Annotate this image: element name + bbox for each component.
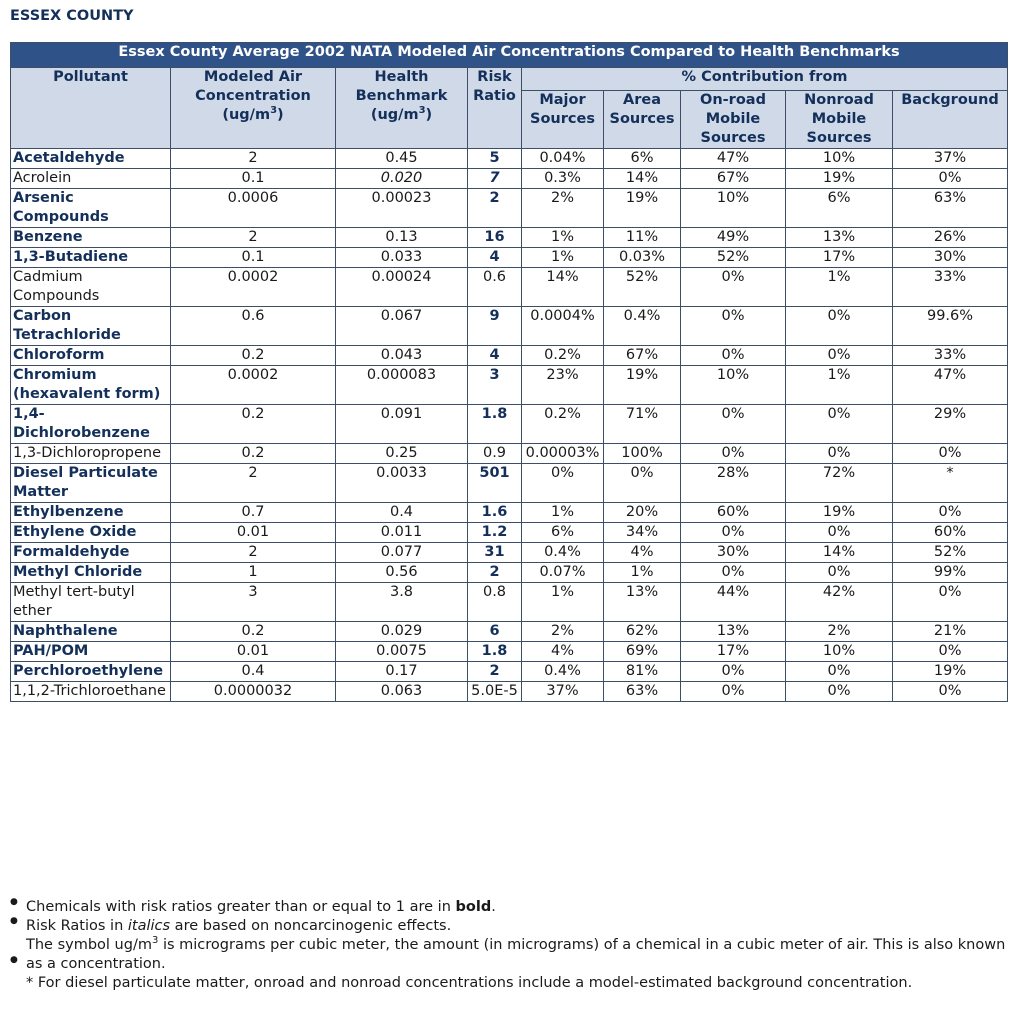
cell-background: 19% <box>893 662 1008 682</box>
cell-benchmark: 0.00023 <box>336 189 468 228</box>
header-area-line1: Area <box>623 92 661 108</box>
table-row <box>11 169 1008 189</box>
cell-risk-ratio: 6 <box>468 622 522 642</box>
cell-onroad-sources: 0% <box>681 307 786 346</box>
header-benchmark-unit-exp: 3 <box>418 105 426 116</box>
cell-benchmark: 0.56 <box>336 563 468 583</box>
cell-area-sources: 71% <box>604 405 681 444</box>
header-risk-ratio <box>468 68 522 149</box>
header-nonroad-line2: Mobile <box>811 111 867 127</box>
cell-major-sources: 1% <box>522 503 604 523</box>
cell-onroad-sources: 0% <box>681 346 786 366</box>
cell-concentration: 2 <box>171 464 336 503</box>
cell-risk-ratio: 1.8 <box>468 642 522 662</box>
cell-onroad-sources: 52% <box>681 248 786 268</box>
footnote-unit-exp: 3 <box>151 935 159 946</box>
header-concentration <box>171 68 336 149</box>
table-row <box>11 228 1008 248</box>
cell-concentration: 0.01 <box>171 523 336 543</box>
header-benchmark-unit: (ug/m <box>370 107 419 123</box>
cell-area-sources: 19% <box>604 366 681 405</box>
cell-area-sources: 52% <box>604 268 681 307</box>
cell-risk-ratio: 0.8 <box>468 583 522 622</box>
cell-benchmark: 0.033 <box>336 248 468 268</box>
cell-nonroad-sources: 2% <box>786 622 893 642</box>
cell-risk-ratio: 31 <box>468 543 522 563</box>
header-onroad-line3: Sources <box>700 130 766 146</box>
header-benchmark-line1: Health <box>374 69 429 85</box>
cell-area-sources: 14% <box>604 169 681 189</box>
cell-background: 0% <box>893 503 1008 523</box>
cell-risk-ratio: 9 <box>468 307 522 346</box>
cell-background: 26% <box>893 228 1008 248</box>
header-nonroad-mobile-sources <box>786 91 893 149</box>
cell-benchmark: 0.0075 <box>336 642 468 662</box>
cell-nonroad-sources: 1% <box>786 366 893 405</box>
cell-onroad-sources: 0% <box>681 444 786 464</box>
cell-concentration: 0.7 <box>171 503 336 523</box>
cell-risk-ratio: 501 <box>468 464 522 503</box>
cell-pollutant: 1,3-Dichloropropene <box>11 444 171 464</box>
cell-nonroad-sources: 19% <box>786 169 893 189</box>
table-row <box>11 248 1008 268</box>
footnote-italic-rule-emphasis: italics <box>127 918 171 934</box>
cell-concentration: 1 <box>171 563 336 583</box>
header-concentration-unit-exp: 3 <box>270 105 278 116</box>
table-caption: Essex County Average 2002 NATA Modeled Air Concentrations Compared to Health Benchmarks <box>11 43 1008 68</box>
header-concentration-line1: Modeled Air <box>203 69 303 85</box>
header-nonroad-line1: Nonroad <box>804 92 874 108</box>
cell-major-sources: 0.2% <box>522 405 604 444</box>
header-benchmark-line2: Benchmark <box>355 88 448 104</box>
header-area-line2: Sources <box>609 111 675 127</box>
table-row <box>11 189 1008 228</box>
table-row <box>11 268 1008 307</box>
cell-pollutant: Perchloroethylene <box>11 662 171 682</box>
bullet-icon: ● <box>10 955 18 965</box>
cell-benchmark: 0.077 <box>336 543 468 563</box>
cell-onroad-sources: 13% <box>681 622 786 642</box>
table-row <box>11 642 1008 662</box>
cell-nonroad-sources: 0% <box>786 682 893 702</box>
cell-background: * <box>893 464 1008 503</box>
cell-nonroad-sources: 0% <box>786 563 893 583</box>
cell-pollutant: Naphthalene <box>11 622 171 642</box>
cell-area-sources: 4% <box>604 543 681 563</box>
footnote-diesel <box>10 974 1010 993</box>
cell-benchmark: 0.011 <box>336 523 468 543</box>
cell-concentration: 2 <box>171 149 336 169</box>
cell-onroad-sources: 0% <box>681 523 786 543</box>
cell-concentration: 0.0000032 <box>171 682 336 702</box>
cell-area-sources: 1% <box>604 563 681 583</box>
header-onroad-line1: On-road <box>700 92 766 108</box>
cell-benchmark: 0.45 <box>336 149 468 169</box>
header-concentration-unit: (ug/m <box>222 107 271 123</box>
cell-nonroad-sources: 0% <box>786 307 893 346</box>
cell-background: 29% <box>893 405 1008 444</box>
cell-major-sources: 23% <box>522 366 604 405</box>
cell-major-sources: 37% <box>522 682 604 702</box>
cell-background: 21% <box>893 622 1008 642</box>
cell-risk-ratio: 1.6 <box>468 503 522 523</box>
cell-background: 52% <box>893 543 1008 563</box>
header-benchmark <box>336 68 468 149</box>
cell-background: 60% <box>893 523 1008 543</box>
cell-pollutant: Carbon Tetrachloride <box>11 307 171 346</box>
cell-area-sources: 67% <box>604 346 681 366</box>
footnote-bold-rule-pre: Chemicals with risk ratios greater than or equal to 1 are in <box>26 899 456 915</box>
cell-major-sources: 0.2% <box>522 346 604 366</box>
cell-concentration: 0.0006 <box>171 189 336 228</box>
cell-onroad-sources: 30% <box>681 543 786 563</box>
cell-concentration: 3 <box>171 583 336 622</box>
cell-benchmark: 0.25 <box>336 444 468 464</box>
cell-onroad-sources: 44% <box>681 583 786 622</box>
footnote-bold-rule <box>10 898 1010 917</box>
footnote-bold-rule-emphasis: bold <box>455 899 492 915</box>
cell-onroad-sources: 67% <box>681 169 786 189</box>
header-nonroad-line3: Sources <box>806 130 872 146</box>
table-row <box>11 523 1008 543</box>
cell-benchmark: 0.4 <box>336 503 468 523</box>
cell-nonroad-sources: 10% <box>786 149 893 169</box>
cell-nonroad-sources: 10% <box>786 642 893 662</box>
header-major-line1: Major <box>539 92 586 108</box>
county-title: ESSEX COUNTY <box>10 8 134 24</box>
cell-nonroad-sources: 0% <box>786 523 893 543</box>
cell-onroad-sources: 0% <box>681 662 786 682</box>
cell-pollutant: Chromium (hexavalent form) <box>11 366 171 405</box>
cell-concentration: 0.0002 <box>171 268 336 307</box>
table-row <box>11 622 1008 642</box>
cell-major-sources: 0.00003% <box>522 444 604 464</box>
cell-pollutant: 1,3-Butadiene <box>11 248 171 268</box>
cell-background: 33% <box>893 268 1008 307</box>
cell-nonroad-sources: 0% <box>786 346 893 366</box>
cell-benchmark: 0.00024 <box>336 268 468 307</box>
cell-pollutant: Chloroform <box>11 346 171 366</box>
cell-nonroad-sources: 72% <box>786 464 893 503</box>
cell-area-sources: 13% <box>604 583 681 622</box>
cell-benchmark: 3.8 <box>336 583 468 622</box>
footnote-unit-definition <box>10 936 1010 974</box>
table-row <box>11 149 1008 169</box>
cell-nonroad-sources: 0% <box>786 662 893 682</box>
cell-area-sources: 63% <box>604 682 681 702</box>
cell-risk-ratio: 5 <box>468 149 522 169</box>
footnote-bold-rule-post: . <box>491 899 496 915</box>
table-row <box>11 543 1008 563</box>
cell-background: 30% <box>893 248 1008 268</box>
footnote-italic-rule-pre: Risk Ratios in <box>26 918 128 934</box>
cell-concentration: 0.1 <box>171 169 336 189</box>
cell-area-sources: 0.03% <box>604 248 681 268</box>
cell-benchmark: 0.063 <box>336 682 468 702</box>
cell-background: 63% <box>893 189 1008 228</box>
table-row <box>11 307 1008 346</box>
cell-pollutant: 1,1,2-Trichloroethane <box>11 682 171 702</box>
header-major-sources <box>522 91 604 149</box>
cell-concentration: 2 <box>171 543 336 563</box>
cell-area-sources: 19% <box>604 189 681 228</box>
cell-nonroad-sources: 0% <box>786 405 893 444</box>
cell-concentration: 2 <box>171 228 336 248</box>
cell-area-sources: 62% <box>604 622 681 642</box>
bullet-icon: ● <box>10 916 18 926</box>
table-row <box>11 366 1008 405</box>
cell-major-sources: 4% <box>522 642 604 662</box>
cell-major-sources: 0.0004% <box>522 307 604 346</box>
footnote-unit-post: is micrograms per cubic meter, the amount (in micrograms) of a chemical in a cubic meter of air. This is also known as a concentration. <box>26 937 1006 972</box>
table-row <box>11 346 1008 366</box>
cell-risk-ratio: 2 <box>468 189 522 228</box>
cell-pollutant: PAH/POM <box>11 642 171 662</box>
header-major-line2: Sources <box>530 111 595 127</box>
footnote-italic-rule-post: are based on noncarcinogenic effects. <box>170 918 452 934</box>
cell-background: 99% <box>893 563 1008 583</box>
cell-onroad-sources: 17% <box>681 642 786 662</box>
table-row <box>11 662 1008 682</box>
header-concentration-unit-close: ) <box>277 107 284 123</box>
cell-risk-ratio: 0.9 <box>468 444 522 464</box>
cell-risk-ratio: 2 <box>468 662 522 682</box>
cell-background: 47% <box>893 366 1008 405</box>
cell-risk-ratio: 7 <box>468 169 522 189</box>
cell-concentration: 0.2 <box>171 405 336 444</box>
cell-nonroad-sources: 0% <box>786 444 893 464</box>
cell-benchmark: 0.067 <box>336 307 468 346</box>
table-row <box>11 405 1008 444</box>
cell-area-sources: 0.4% <box>604 307 681 346</box>
table-row <box>11 583 1008 622</box>
cell-background: 0% <box>893 682 1008 702</box>
table-body <box>11 149 1008 702</box>
cell-area-sources: 11% <box>604 228 681 248</box>
cell-nonroad-sources: 19% <box>786 503 893 523</box>
table-row <box>11 563 1008 583</box>
cell-benchmark: 0.091 <box>336 405 468 444</box>
cell-benchmark: 0.029 <box>336 622 468 642</box>
cell-concentration: 0.0002 <box>171 366 336 405</box>
cell-concentration: 0.2 <box>171 622 336 642</box>
cell-nonroad-sources: 14% <box>786 543 893 563</box>
cell-risk-ratio: 2 <box>468 563 522 583</box>
cell-onroad-sources: 0% <box>681 682 786 702</box>
cell-pollutant: Ethylene Oxide <box>11 523 171 543</box>
cell-benchmark: 0.0033 <box>336 464 468 503</box>
cell-onroad-sources: 60% <box>681 503 786 523</box>
cell-pollutant: Methyl tert-butyl ether <box>11 583 171 622</box>
table-row <box>11 503 1008 523</box>
cell-nonroad-sources: 42% <box>786 583 893 622</box>
cell-pollutant: Methyl Chloride <box>11 563 171 583</box>
cell-background: 0% <box>893 444 1008 464</box>
cell-major-sources: 0.04% <box>522 149 604 169</box>
header-contribution-group: % Contribution from <box>522 68 1008 91</box>
cell-area-sources: 20% <box>604 503 681 523</box>
cell-nonroad-sources: 13% <box>786 228 893 248</box>
cell-area-sources: 0% <box>604 464 681 503</box>
cell-risk-ratio: 0.6 <box>468 268 522 307</box>
cell-onroad-sources: 47% <box>681 149 786 169</box>
cell-benchmark: 0.000083 <box>336 366 468 405</box>
cell-onroad-sources: 28% <box>681 464 786 503</box>
header-pollutant: Pollutant <box>11 68 171 149</box>
header-onroad-line2: Mobile <box>705 111 761 127</box>
cell-background: 37% <box>893 149 1008 169</box>
cell-background: 33% <box>893 346 1008 366</box>
cell-major-sources: 0.4% <box>522 662 604 682</box>
cell-background: 0% <box>893 583 1008 622</box>
cell-area-sources: 69% <box>604 642 681 662</box>
cell-background: 0% <box>893 642 1008 662</box>
cell-onroad-sources: 0% <box>681 563 786 583</box>
cell-pollutant: Formaldehyde <box>11 543 171 563</box>
nata-concentration-table <box>10 42 1008 702</box>
header-area-sources <box>604 91 681 149</box>
cell-concentration: 0.1 <box>171 248 336 268</box>
cell-risk-ratio: 3 <box>468 366 522 405</box>
footnote-italic-rule <box>10 917 1010 936</box>
cell-concentration: 0.6 <box>171 307 336 346</box>
cell-benchmark: 0.020 <box>336 169 468 189</box>
cell-pollutant: Diesel Particulate Matter <box>11 464 171 503</box>
footnote-diesel-text: * For diesel particulate matter, onroad and nonroad concentrations include a model-estimated background concentration. <box>26 975 913 991</box>
cell-onroad-sources: 0% <box>681 405 786 444</box>
cell-pollutant: 1,4-Dichlorobenzene <box>11 405 171 444</box>
table-row <box>11 464 1008 503</box>
cell-major-sources: 0.07% <box>522 563 604 583</box>
cell-onroad-sources: 10% <box>681 366 786 405</box>
cell-concentration: 0.2 <box>171 346 336 366</box>
cell-area-sources: 100% <box>604 444 681 464</box>
table-row <box>11 682 1008 702</box>
header-background: Background <box>893 91 1008 149</box>
cell-pollutant: Benzene <box>11 228 171 248</box>
table-row <box>11 444 1008 464</box>
cell-concentration: 0.01 <box>171 642 336 662</box>
cell-major-sources: 1% <box>522 583 604 622</box>
cell-nonroad-sources: 17% <box>786 248 893 268</box>
cell-nonroad-sources: 6% <box>786 189 893 228</box>
cell-major-sources: 0% <box>522 464 604 503</box>
header-onroad-mobile-sources <box>681 91 786 149</box>
cell-pollutant: Arsenic Compounds <box>11 189 171 228</box>
cell-nonroad-sources: 1% <box>786 268 893 307</box>
cell-pollutant: Acetaldehyde <box>11 149 171 169</box>
footnote-unit-pre: The symbol ug/m <box>26 937 152 953</box>
cell-pollutant: Cadmium Compounds <box>11 268 171 307</box>
cell-major-sources: 2% <box>522 622 604 642</box>
cell-concentration: 0.4 <box>171 662 336 682</box>
cell-benchmark: 0.043 <box>336 346 468 366</box>
cell-major-sources: 0.3% <box>522 169 604 189</box>
cell-benchmark: 0.17 <box>336 662 468 682</box>
cell-concentration: 0.2 <box>171 444 336 464</box>
cell-major-sources: 14% <box>522 268 604 307</box>
cell-major-sources: 1% <box>522 228 604 248</box>
cell-risk-ratio: 5.0E-5 <box>468 682 522 702</box>
cell-risk-ratio: 16 <box>468 228 522 248</box>
cell-area-sources: 34% <box>604 523 681 543</box>
cell-background: 99.6% <box>893 307 1008 346</box>
cell-onroad-sources: 49% <box>681 228 786 248</box>
bullet-icon: ● <box>10 897 18 907</box>
cell-risk-ratio: 1.8 <box>468 405 522 444</box>
cell-pollutant: Acrolein <box>11 169 171 189</box>
cell-risk-ratio: 4 <box>468 346 522 366</box>
cell-major-sources: 0.4% <box>522 543 604 563</box>
cell-major-sources: 6% <box>522 523 604 543</box>
header-risk-line2: Ratio <box>473 88 516 104</box>
cell-major-sources: 1% <box>522 248 604 268</box>
header-risk-line1: Risk <box>477 69 512 85</box>
cell-major-sources: 2% <box>522 189 604 228</box>
cell-background: 0% <box>893 169 1008 189</box>
header-benchmark-unit-close: ) <box>425 107 433 123</box>
cell-risk-ratio: 4 <box>468 248 522 268</box>
cell-onroad-sources: 10% <box>681 189 786 228</box>
footnotes <box>10 898 1010 993</box>
cell-pollutant: Ethylbenzene <box>11 503 171 523</box>
cell-risk-ratio: 1.2 <box>468 523 522 543</box>
cell-benchmark: 0.13 <box>336 228 468 248</box>
header-concentration-line2: Concentration <box>195 88 311 104</box>
cell-onroad-sources: 0% <box>681 268 786 307</box>
cell-area-sources: 81% <box>604 662 681 682</box>
cell-area-sources: 6% <box>604 149 681 169</box>
